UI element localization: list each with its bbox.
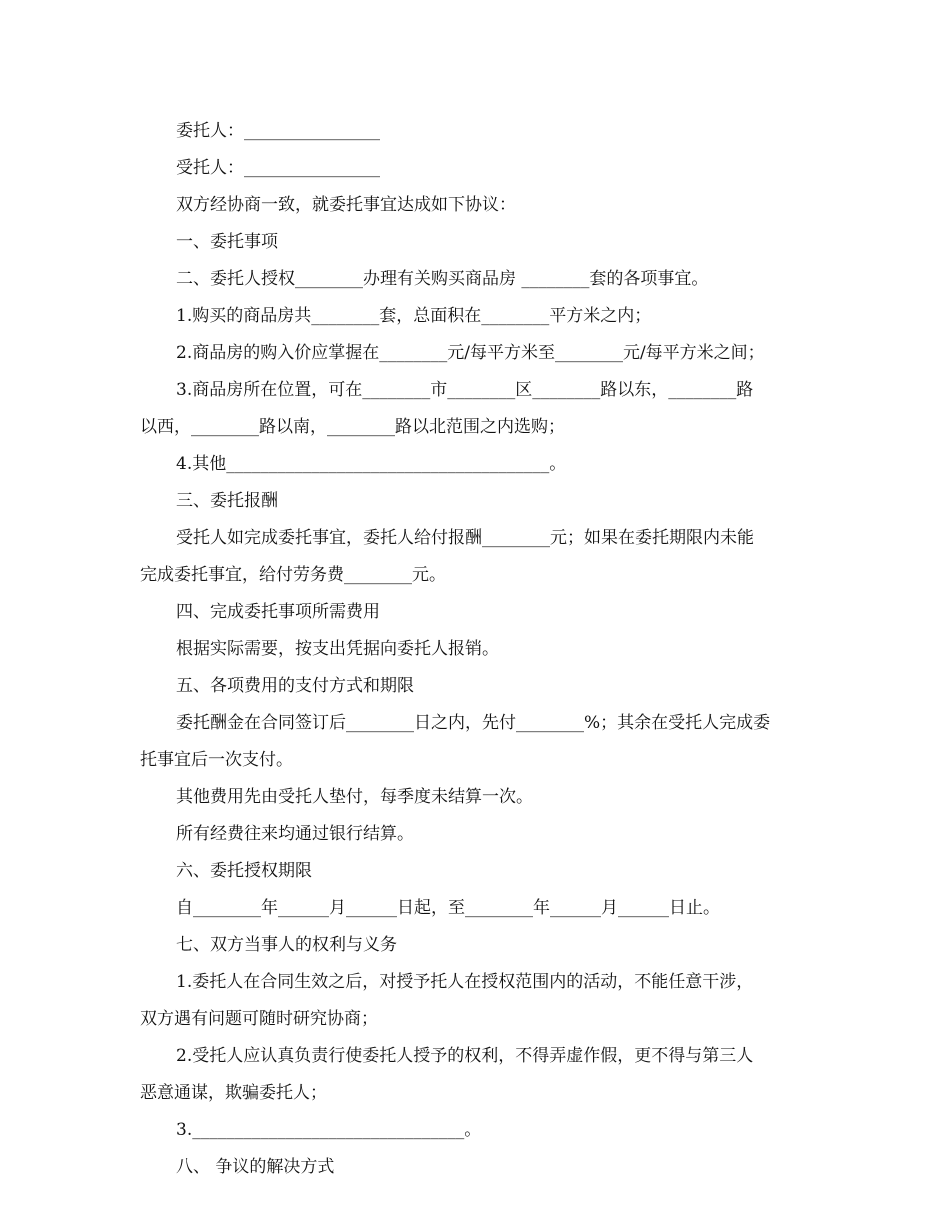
clause-line: 2.商品房的购入价应掌握在________元/每平方米至________元/每平方米之间；: [176, 343, 765, 363]
paragraph-line: 委托酬金在合同签订后________日之内，先付________%；其余在受托人完成委: [176, 713, 771, 733]
section-heading-2: 二、委托人授权________办理有关购买商品房 ________套的各项事宜。: [176, 269, 709, 289]
paragraph-line-continued: 托事宜后一次支付。: [140, 750, 293, 770]
clause-line: 3.商品房所在位置，可在________市________区________路以东，________路: [176, 380, 754, 400]
document-body: [140, 113, 820, 1186]
clause-line-continued: 双方遇有问题可随时研究协商；: [140, 1009, 378, 1029]
paragraph-line: 受托人如完成委托事宜，委托人给付报酬________元；如果在委托期限内未能: [176, 528, 754, 548]
clause-line: 2.受托人应认真负责行使委托人授予的权利，不得弄虚作假，更不得与第三人: [176, 1046, 754, 1066]
clause-line: 4.其他______________________________________。: [176, 454, 567, 474]
clause-line: 3.________________________________。: [176, 1120, 482, 1140]
agreement-intro: 双方经协商一致，就委托事宜达成如下协议：: [176, 195, 516, 215]
paragraph-line: 所有经费往来均通过银行结算。: [176, 824, 414, 844]
clause-line-continued: 恶意通谋，欺骗委托人；: [140, 1083, 327, 1103]
paragraph-line: 自________年______月______日起，至________年______月______日止。: [176, 898, 720, 918]
section-heading-6: 六、委托授权期限: [176, 861, 312, 881]
section-heading-5: 五、各项费用的支付方式和期限: [176, 676, 414, 696]
paragraph-line-continued: 完成委托事宜，给付劳务费________元。: [140, 565, 446, 585]
client-line: 委托人：________________: [176, 121, 380, 141]
clause-line: 1.购买的商品房共________套，总面积在________平方米之内；: [176, 306, 652, 326]
paragraph-line: 其他费用先由受托人垫付，每季度未结算一次。: [176, 787, 533, 807]
section-heading-8: 八、 争议的解决方式: [176, 1157, 335, 1177]
paragraph-line: 根据实际需要，按支出凭据向委托人报销。: [176, 639, 499, 659]
section-heading-3: 三、委托报酬: [176, 491, 278, 511]
clause-line-continued: 以西，________路以南，________路以北范围之内选购；: [140, 417, 565, 437]
clause-line: 1.委托人在合同生效之后，对授予托人在授权范围内的活动，不能任意干涉，: [176, 972, 754, 992]
agent-line: 受托人：________________: [176, 158, 380, 178]
section-heading-1: 一、委托事项: [176, 232, 278, 252]
section-heading-4: 四、完成委托事项所需费用: [176, 602, 380, 622]
section-heading-7: 七、双方当事人的权利与义务: [176, 935, 397, 955]
